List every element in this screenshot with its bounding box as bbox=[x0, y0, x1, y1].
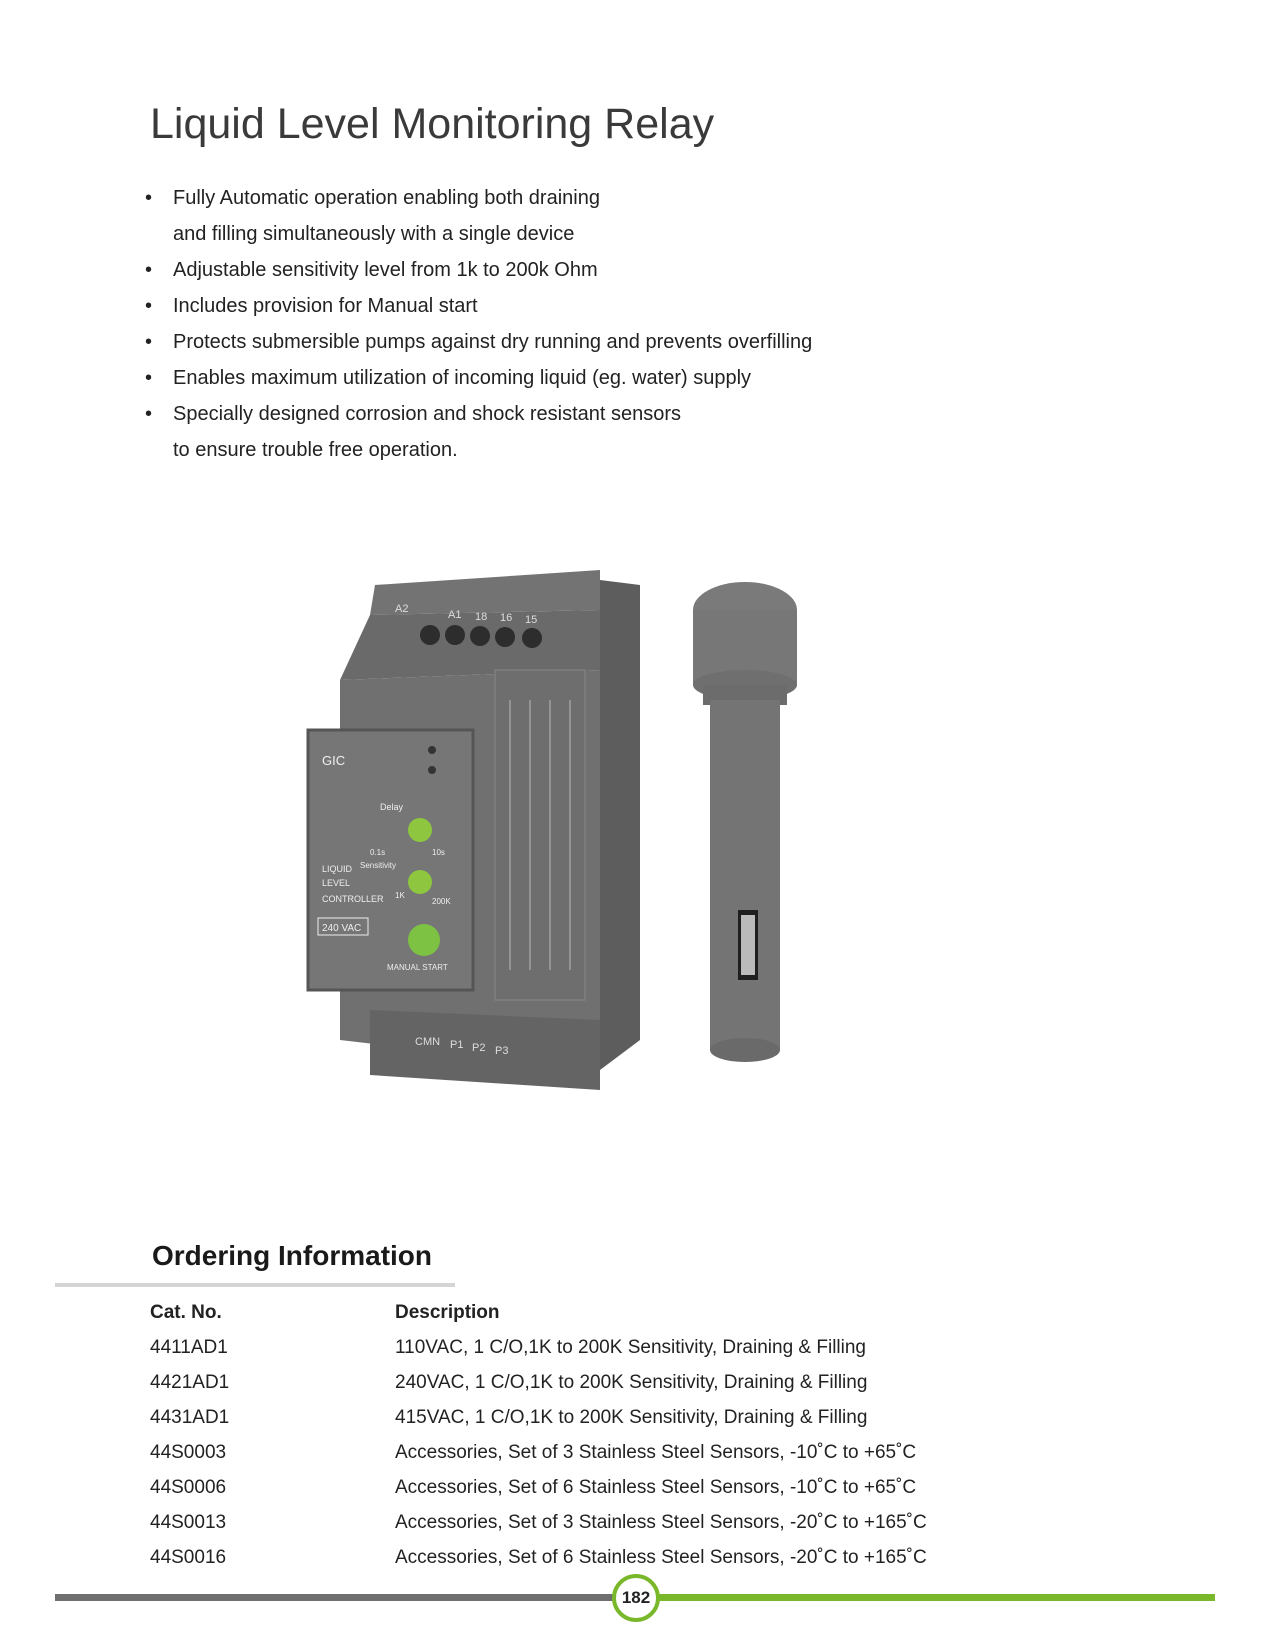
terminal-label-p1: P1 bbox=[450, 1039, 464, 1051]
panel-label-controller: CONTROLLER bbox=[322, 894, 384, 904]
feature-text-continued: and filling simultaneously with a single device bbox=[173, 223, 575, 245]
voltage-label: 240 VAC bbox=[322, 923, 362, 934]
cat-no-cell: 4421AD1 bbox=[150, 1371, 230, 1393]
heading-divider bbox=[55, 1283, 455, 1287]
page-title: Liquid Level Monitoring Relay bbox=[150, 100, 715, 148]
description-cell: Accessories, Set of 6 Stainless Steel Sensors, -10˚C to +65˚C bbox=[395, 1476, 917, 1498]
feature-list bbox=[145, 180, 812, 468]
terminal-label-a1: A1 bbox=[448, 609, 462, 621]
feature-item bbox=[145, 324, 812, 360]
bullet-icon: • bbox=[145, 367, 153, 389]
footer-rule-right bbox=[650, 1594, 1215, 1601]
bullet-icon: • bbox=[145, 187, 153, 209]
terminal-label-15: 15 bbox=[525, 614, 538, 626]
col-header-cat-no: Cat. No. bbox=[150, 1301, 222, 1323]
feature-item bbox=[145, 288, 812, 324]
feature-text-continued: to ensure trouble free operation. bbox=[173, 439, 458, 461]
feature-item bbox=[145, 252, 812, 288]
feature-text: Specially designed corrosion and shock resistant sensors bbox=[173, 403, 682, 425]
bullet-icon: • bbox=[145, 331, 153, 353]
manual-start-button bbox=[408, 924, 440, 956]
terminal-label-18: 18 bbox=[475, 611, 488, 623]
table-row bbox=[150, 1540, 927, 1575]
feature-item bbox=[145, 180, 812, 252]
feature-item bbox=[145, 396, 812, 468]
feature-text: Fully Automatic operation enabling both draining bbox=[173, 187, 600, 209]
cat-no-cell: 4431AD1 bbox=[150, 1406, 230, 1428]
sensitivity-label: Sensitivity bbox=[360, 861, 397, 870]
terminal-label-a2: A2 bbox=[395, 603, 409, 615]
feature-text: Adjustable sensitivity level from 1k to 200k Ohm bbox=[173, 259, 598, 281]
terminal-label-p2: P2 bbox=[472, 1042, 486, 1054]
table-row bbox=[150, 1505, 927, 1540]
feature-item bbox=[145, 360, 812, 396]
feature-text: Protects submersible pumps against dry running and prevents overfilling bbox=[173, 331, 813, 353]
bullet-icon: • bbox=[145, 403, 153, 425]
ordering-heading: Ordering Information bbox=[152, 1240, 432, 1271]
table-row bbox=[150, 1365, 927, 1400]
table-row bbox=[150, 1470, 927, 1505]
panel-label-level: LEVEL bbox=[322, 878, 351, 888]
terminal-label-p3: P3 bbox=[495, 1045, 509, 1057]
table-row bbox=[150, 1400, 927, 1435]
level-sensor-probe bbox=[693, 582, 797, 1062]
relay-unit bbox=[308, 570, 640, 1090]
sensitivity-knob bbox=[408, 870, 432, 894]
manual-start-label: MANUAL START bbox=[387, 963, 448, 972]
description-cell: Accessories, Set of 3 Stainless Steel Sensors, -20˚C to +165˚C bbox=[395, 1511, 927, 1533]
brand-logo: GIC bbox=[322, 753, 346, 768]
delay-min-label: 0.1s bbox=[370, 848, 386, 857]
footer-rule-left bbox=[55, 1594, 625, 1601]
col-header-description: Description bbox=[395, 1301, 500, 1323]
description-cell: 240VAC, 1 C/O,1K to 200K Sensitivity, Draining & Filling bbox=[395, 1371, 868, 1393]
terminal-label-cmn: CMN bbox=[415, 1036, 441, 1048]
delay-knob bbox=[408, 818, 432, 842]
delay-label: Delay bbox=[380, 802, 404, 812]
sens-max-label: 200K bbox=[432, 897, 451, 906]
feature-text: Includes provision for Manual start bbox=[173, 295, 478, 317]
description-cell: Accessories, Set of 3 Stainless Steel Sensors, -10˚C to +65˚C bbox=[395, 1441, 917, 1463]
cat-no-cell: 44S0006 bbox=[150, 1476, 227, 1498]
description-cell: 110VAC, 1 C/O,1K to 200K Sensitivity, Draining & Filling bbox=[395, 1336, 866, 1358]
cat-no-cell: 44S0016 bbox=[150, 1546, 227, 1568]
table-header-row bbox=[150, 1295, 927, 1330]
page-number: 182 bbox=[612, 1574, 660, 1622]
feature-text: Enables maximum utilization of incoming liquid (eg. water) supply bbox=[173, 367, 752, 389]
description-cell: Accessories, Set of 6 Stainless Steel Sensors, -20˚C to +165˚C bbox=[395, 1546, 927, 1568]
terminal-label-16: 16 bbox=[500, 612, 513, 624]
cat-no-cell: 44S0003 bbox=[150, 1441, 227, 1463]
sens-min-label: 1K bbox=[395, 891, 405, 900]
delay-max-label: 10s bbox=[432, 848, 445, 857]
bullet-icon: • bbox=[145, 259, 153, 281]
cat-no-cell: 4411AD1 bbox=[150, 1336, 228, 1358]
panel-label-liquid: LIQUID bbox=[322, 864, 353, 874]
description-cell: 415VAC, 1 C/O,1K to 200K Sensitivity, Draining & Filling bbox=[395, 1406, 868, 1428]
ordering-table bbox=[150, 1295, 927, 1575]
table-row bbox=[150, 1435, 927, 1470]
product-image bbox=[300, 570, 860, 1130]
table-row bbox=[150, 1330, 927, 1365]
cat-no-cell: 44S0013 bbox=[150, 1511, 227, 1533]
bullet-icon: • bbox=[145, 295, 153, 317]
